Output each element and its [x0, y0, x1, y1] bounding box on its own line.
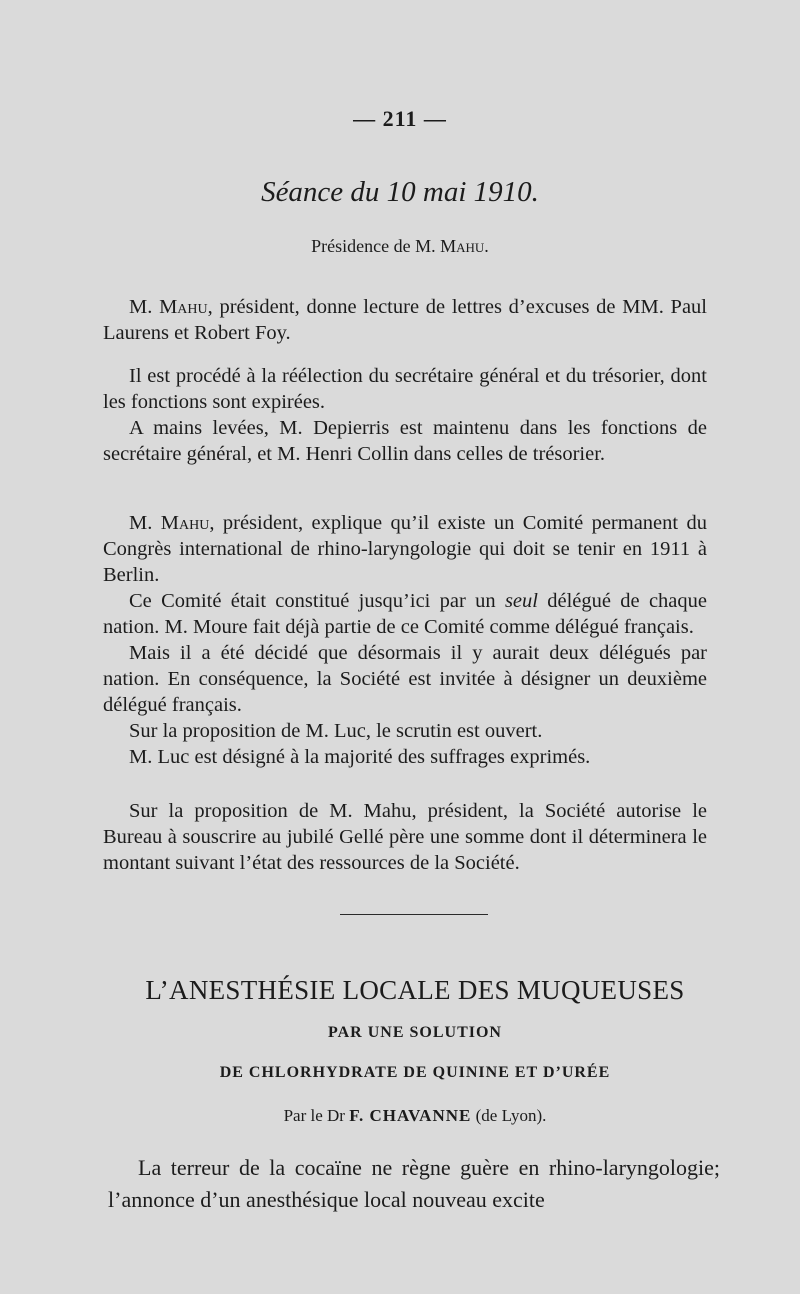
- minutes-paragraph: [103, 588, 707, 640]
- author-suffix: (de Lyon).: [475, 1106, 547, 1125]
- minutes-paragraph: Il est procédé à la réélection du secrétaire général et du trésorier, dont les fonctions sont expirées.: [103, 365, 707, 413]
- minutes-emphasis: seul: [504, 590, 538, 612]
- article-author: [0, 1106, 800, 1126]
- minutes-text: président, explique qu’il existe un Comité permanent du Congrès international de rhino-laryngologie qui doit se tenir en 1911 à Berlin.: [103, 512, 707, 586]
- presidency-line: [0, 236, 800, 257]
- article-subtitle-2: DE CHLORHYDRATE DE QUININE ET D’URÉE: [219, 1064, 611, 1081]
- minutes-paragraph: A mains levées, M. Depierris est maintenu dans les fonctions de secrétaire général, et M. Henri Collin dans celles de trésorier.: [103, 417, 707, 465]
- minutes-paragraph: [103, 510, 707, 588]
- article-title: L’ANESTHÉSIE LOCALE DES MUQUEUSES: [145, 975, 685, 1005]
- session-title: Séance du 10 mai 1910.: [261, 176, 539, 208]
- speaker-name: M. Mahu,: [129, 296, 213, 318]
- article-paragraph: La terreur de la cocaïne ne règne guère en rhino-laryngologie; l’annonce d’un anesthésique local nouveau excite: [108, 1155, 720, 1212]
- minutes-block-2: [103, 363, 707, 467]
- author-name: F. CHAVANNE: [349, 1106, 472, 1125]
- article-body: [108, 1152, 720, 1216]
- article-subtitle-1: PAR UNE SOLUTION: [328, 1024, 502, 1041]
- minutes-text: Ce Comité était constitué jusqu’ici par un: [129, 590, 505, 612]
- minutes-block-4: [103, 798, 707, 876]
- minutes-block-3: [103, 510, 707, 770]
- minutes-paragraph: [103, 294, 707, 346]
- author-prefix: Par le Dr: [283, 1106, 345, 1125]
- speaker-name: M. Mahu,: [129, 512, 215, 534]
- minutes-block-1: [103, 294, 707, 346]
- minutes-text: président, donne lecture de lettres d’excuses de MM. Paul Laurens et Robert Foy.: [103, 296, 707, 344]
- minutes-paragraph: Sur la proposition de M. Mahu, président, la Société autorise le Bureau à souscrire au jubilé Gellé père une somme dont il déterminera le montant suivant l’état des ressources de la Société.: [103, 800, 707, 874]
- page-number: — 211 —: [353, 106, 447, 131]
- presidency-prefix: Présidence de M.: [311, 236, 436, 256]
- minutes-paragraph: Sur la proposition de M. Luc, le scrutin est ouvert.: [129, 720, 543, 742]
- minutes-paragraph: M. Luc est désigné à la majorité des suffrages exprimés.: [129, 746, 591, 768]
- section-divider: [340, 914, 488, 915]
- minutes-paragraph: Mais il a été décidé que désormais il y aurait deux délégués par nation. En conséquence, la Société est invitée à désigner un deuxième délégué français.: [103, 642, 707, 716]
- minutes-text: délégué de chaque nation. M. Moure fait déjà partie de ce Comité comme délégué français.: [103, 590, 708, 638]
- presidency-name: Mahu.: [440, 236, 489, 256]
